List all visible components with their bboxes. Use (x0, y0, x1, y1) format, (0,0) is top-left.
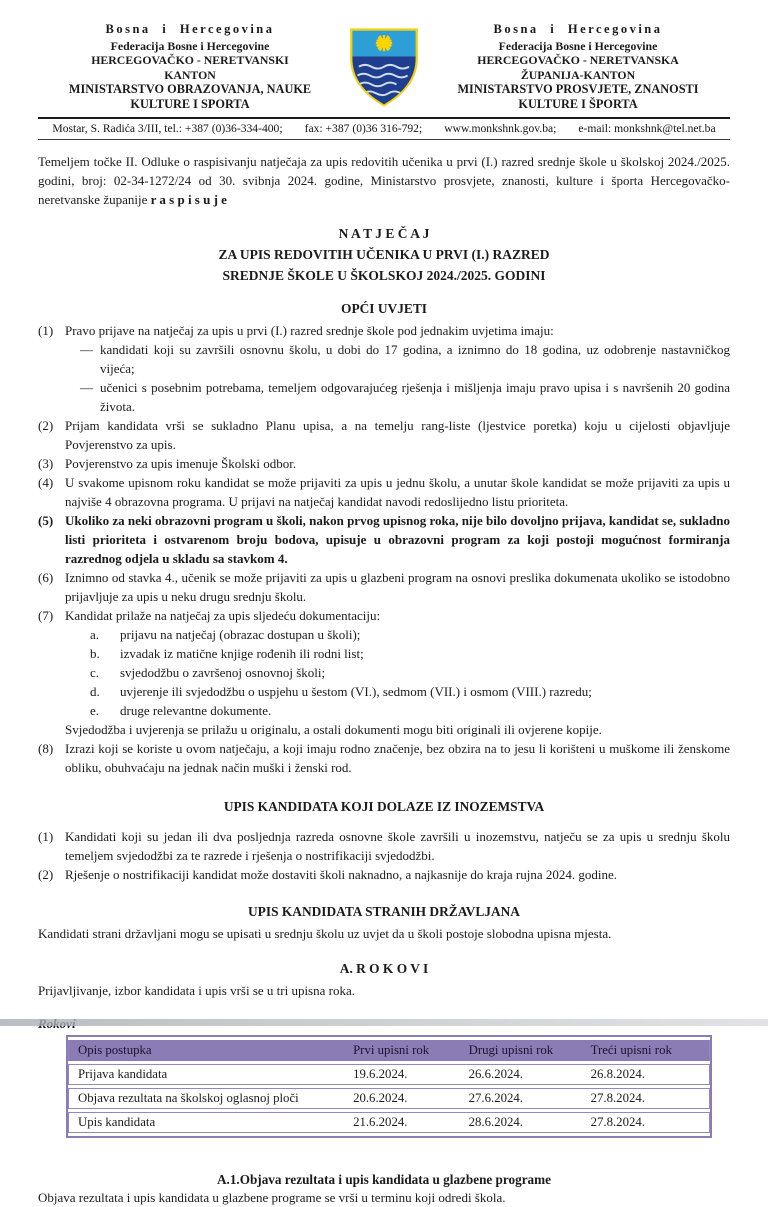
cell-rok3: 27.8.2024. (582, 1112, 710, 1133)
contact-address: Mostar, S. Radića 3/III, tel.: +387 (0)36-334-400; (52, 122, 283, 135)
letterhead-left-ministry-line1: MINISTARSTVO OBRAZOVANJA, NAUKE (68, 82, 312, 96)
letter-marker: e. (90, 703, 100, 718)
item-number: (2) (38, 867, 54, 882)
title-line2: ZA UPIS REDOVITIH UČENIKA U PRVI (I.) RAZRED (218, 247, 550, 262)
dash-marker: — (80, 342, 93, 357)
cell-rok3: 26.8.2024. (582, 1064, 710, 1085)
page-bottom-edge (0, 1019, 768, 1026)
item-text: Povjerenstvo za upis imenuje Školski odbor. (65, 456, 297, 471)
column-header-rok1: Prvi upisni rok (344, 1040, 460, 1061)
list-item-5 (38, 511, 730, 568)
section-heading-rokovi: A. R O K O V I (339, 961, 429, 976)
item-text: U svakome upisnom roku kandidat se može prijaviti za upis u jednu školu, a unutar škole kandidat se može prijaviti za upis u najviše 4 obrazovna programa. U prijavi na natječaj kandidat navodi redoslijedno listu prioriteta. (65, 475, 730, 509)
doc-item-b (38, 644, 730, 663)
contact-email: e-mail: monkshnk@tel.net.ba (578, 122, 716, 135)
table-row (68, 1064, 710, 1085)
dash-marker: — (80, 380, 93, 395)
item-number: (3) (38, 456, 54, 471)
contact-website: www.monkshnk.gov.ba; (444, 122, 557, 135)
letterhead-left (38, 20, 342, 111)
item-number: (8) (38, 741, 54, 756)
table-row (68, 1112, 710, 1133)
inozemstvo-item-1 (38, 827, 730, 865)
cell-opis: Upis kandidata (68, 1112, 344, 1133)
title-line1: N A T J E Č A J (338, 226, 430, 241)
item-number: (1) (38, 323, 54, 338)
rokovi-paragraph: Prijavljivanje, izbor kandidata i upis vrši se u tri upisna roka. (38, 983, 355, 998)
letterhead-right-country: Bosna i Hercegovina (493, 22, 663, 36)
list-item-6 (38, 568, 730, 606)
column-header-rok2: Drugi upisni rok (460, 1040, 582, 1061)
letterhead-right-ministry-line1: MINISTARSTVO PROSVJETE, ZNANOSTI (457, 82, 699, 96)
section-heading-inozemstvo: UPIS KANDIDATA KOJI DOLAZE IZ INOZEMSTVA (223, 799, 545, 814)
item-text: Iznimno od stavka 4., učenik se može prijaviti za upis u glazbeni program na osnovi preslika dokumenata ukoliko se istodobno prijavljuje za upis u neku drugu srednju školu. (65, 570, 730, 604)
list-item-2 (38, 416, 730, 454)
section-heading-glazbeni: A.1.Objava rezultata i upis kandidata u glazbene programe (217, 1172, 551, 1187)
intro-paragraph (38, 152, 730, 209)
item-number: (2) (38, 418, 54, 433)
list-item-3 (38, 454, 730, 473)
letterhead-right-ministry-line2: KULTURE I ŠPORTA (518, 96, 638, 111)
cell-rok1: 21.6.2024. (344, 1112, 460, 1133)
letterhead-right (426, 20, 730, 111)
item-text: Rješenje o nostrifikaciji kandidat može dostaviti školi naknadno, a najkasnije do kraja rujna 2024. godine. (65, 867, 618, 882)
letterhead-left-canton-line2: KANTON (164, 67, 216, 82)
intro-text: Temeljem točke II. Odluke o raspisivanju natječaja za upis redovitih učenika u prvi (I.) razred srednje škole u školskoj 2024./2025. godini, broj: 02-34-1272/24 od 30. svibnja 2024. godine, Ministarstvo prosvjete, znanosti, kulture i športa Hercegovačko-neretvanske županije (38, 154, 730, 207)
cell-rok1: 20.6.2024. (344, 1088, 460, 1109)
letterhead-left-canton-line1: HERCEGOVAČKO - NERETVANSKI (91, 53, 289, 67)
section-heading-strani: UPIS KANDIDATA STRANIH DRŽAVLJANA (248, 904, 520, 919)
cell-opis: Prijava kandidata (68, 1064, 344, 1085)
dash-item-text: kandidati koji su završili osnovnu školu, u dobi do 17 godina, a iznimno do 18 godina, uz odobrenje nastavničkog vijeća; (100, 342, 730, 376)
doc-item-text: druge relevantne dokumente. (120, 703, 272, 718)
dash-item-text: učenici s posebnim potrebama, temeljem odgovarajućeg rješenja i mišljenja imaju pravo upisa i s navršenih 20 godina života. (100, 380, 730, 414)
cell-rok3: 27.8.2024. (582, 1088, 710, 1109)
letter-marker: a. (90, 627, 100, 642)
table-header-row (68, 1040, 710, 1061)
doc-item-c (38, 663, 730, 682)
letter-marker: c. (90, 665, 100, 680)
letter-marker: d. (90, 684, 100, 699)
cell-rok1: 19.6.2024. (344, 1064, 460, 1085)
item-text: Kandidat prilaže na natječaj za upis sljedeću dokumentaciju: (65, 608, 381, 623)
item-number: (4) (38, 475, 54, 490)
item-number: (7) (38, 608, 54, 623)
dash-item-1 (38, 340, 730, 378)
doc-item-e (38, 701, 730, 720)
letterhead-right-canton-line2: ŽUPANIJA-KANTON (520, 67, 636, 82)
cell-rok2: 27.6.2024. (460, 1088, 582, 1109)
intro-bold-raspisuje: r a s p i s u j e (150, 192, 227, 207)
strani-paragraph: Kandidati strani državljani mogu se upisati u srednju školu uz uvjet da u školi postoje slobodna upisna mjesta. (38, 926, 612, 941)
doc-item-text: izvadak iz matične knjige rođenih ili rodni list; (120, 646, 364, 661)
letter-marker: b. (90, 646, 100, 661)
item-number: (6) (38, 570, 54, 585)
doc-item-a (38, 625, 730, 644)
rokovi-table-container (38, 1035, 730, 1138)
cell-rok2: 26.6.2024. (460, 1064, 582, 1085)
section-heading-opci-uvjeti: OPĆI UVJETI (341, 301, 427, 316)
letterhead-left-ministry-line2: KULTURE I SPORTA (130, 96, 250, 111)
doc-item-text: svjedodžbu o završenoj osnovnoj školi; (120, 665, 326, 680)
list-item-1 (38, 321, 730, 340)
list-item-4 (38, 473, 730, 511)
header-rule-bottom (38, 139, 730, 140)
doc-item-text: prijavu na natječaj (obrazac dostupan u školi); (120, 627, 361, 642)
rokovi-table (66, 1035, 712, 1138)
documents-note: Svjedodžba i uvjerenja se prilažu u originalu, a ostali dokumenti mogu biti originali ili ovjerene kopije. (65, 722, 602, 737)
inozemstvo-item-2 (38, 865, 730, 884)
list-item-8 (38, 739, 730, 777)
letterhead-left-federation: Federacija Bosne i Hercegovine (110, 38, 270, 53)
column-header-opis: Opis postupka (68, 1040, 344, 1061)
glazbeni-paragraph: Objava rezultata i upis kandidata u glazbene programe se vrši u terminu koji odredi škola. (38, 1190, 506, 1205)
doc-item-text: uvjerenje ili svjedodžbu o uspjehu u šestom (VI.), sedmom (VII.) i osmom (VIII.) razredu; (120, 684, 592, 699)
contact-fax: fax: +387 (0)36 316-792; (304, 122, 423, 135)
item-text: Pravo prijave na natječaj za upis u prvi (I.) razred srednje škole pod jednakim uvjetima imaju: (65, 323, 554, 338)
document-title (38, 223, 730, 286)
title-line3: SREDNJE ŠKOLE U ŠKOLSKOJ 2024./2025. GODINI (222, 268, 546, 283)
dash-item-2 (38, 378, 730, 416)
item-text: Prijam kandidata vrši se sukladno Planu upisa, a na temelju rang-liste (ljestvice poretka) koju u cijelosti objavljuje Povjerenstvo za upis. (65, 418, 730, 452)
cell-rok2: 28.6.2024. (460, 1112, 582, 1133)
item-text: Ukoliko za neki obrazovni program u školi, nakon prvog upisnog roka, nije bilo dovoljno prijava, kandidat se, sukladno listi prioriteta i ostvarenom broju bodova, upisuje u obrazovni program za koji postoji mogućnost formiranja razrednog odjela u skladu sa stavkom 4. (65, 513, 730, 566)
list-item-7 (38, 606, 730, 625)
shield-icon (347, 24, 421, 108)
table-row (68, 1088, 710, 1109)
letterhead (38, 20, 730, 111)
letterhead-left-country: Bosna i Hercegovina (105, 22, 275, 36)
cell-opis: Objava rezultata na školskoj oglasnoj ploči (68, 1088, 344, 1109)
column-header-rok3: Treći upisni rok (582, 1040, 710, 1061)
coat-of-arms (342, 20, 426, 108)
letterhead-right-federation: Federacija Bosne i Hercegovine (498, 38, 658, 53)
letterhead-right-canton-line1: HERCEGOVAČKO - NERETVANSKA (477, 53, 679, 67)
item-number: (5) (38, 513, 54, 528)
doc-item-d (38, 682, 730, 701)
item-text: Izrazi koji se koriste u ovom natječaju, a koji imaju rodno značenje, bez obzira na to jesu li korišteni u muškome ili ženskome obliku, obuhvaćaju na jednak način muški i ženski rod. (65, 741, 730, 775)
item-number: (1) (38, 829, 54, 844)
item-text: Kandidati koji su jedan ili dva posljednja razreda osnovne škole završili u inozemstvu, natječu se za upis u srednju školu temeljem svjedodžbi za te razrede i rješenja o nostrifikaciji svjedodžbi. (65, 829, 730, 863)
contact-line (38, 119, 730, 139)
